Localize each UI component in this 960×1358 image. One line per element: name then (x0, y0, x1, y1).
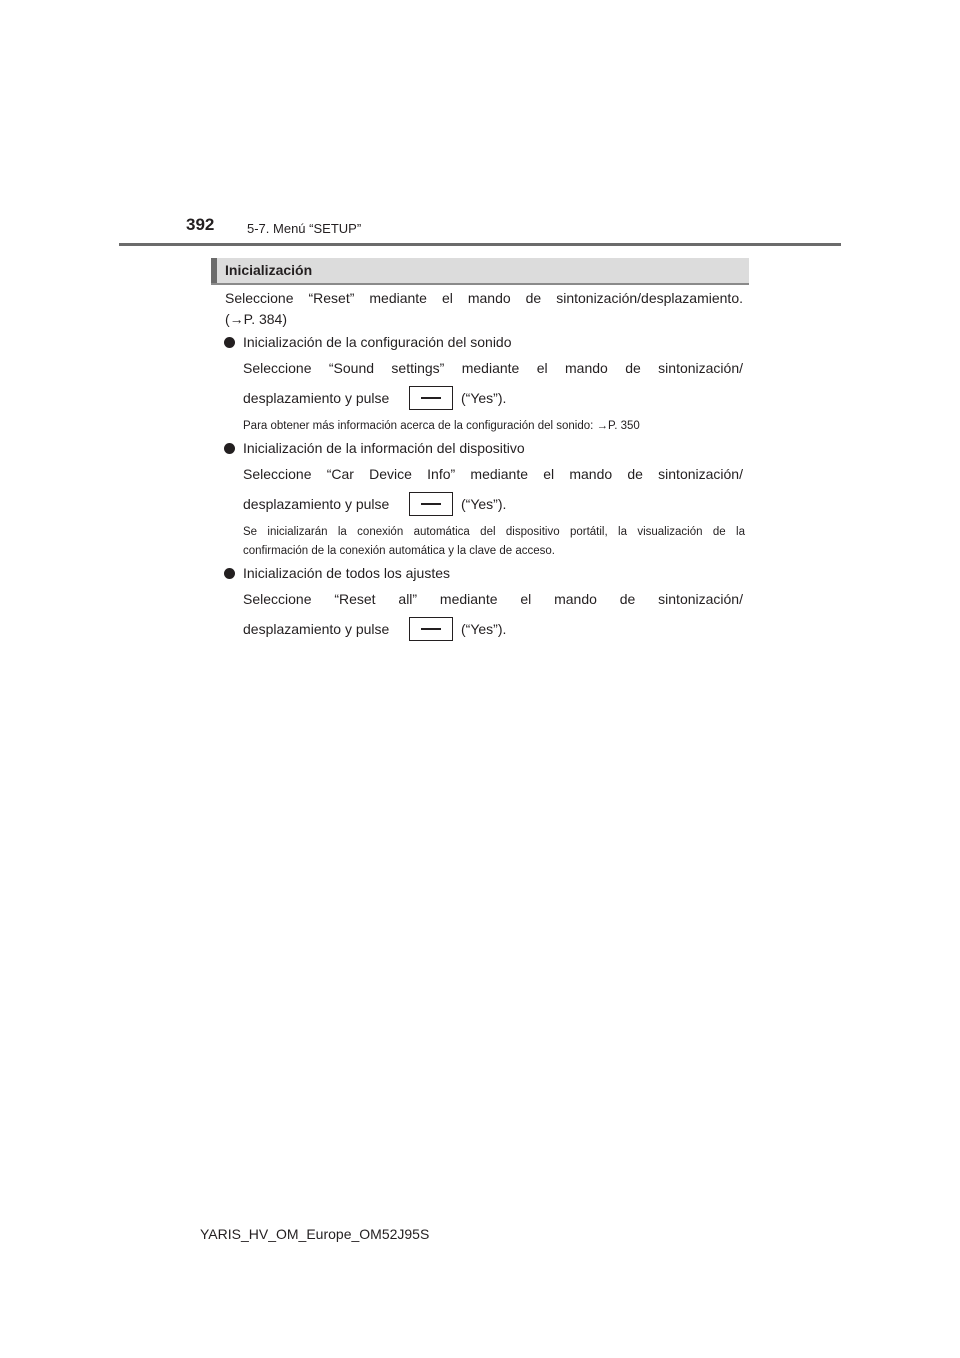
heading-marker (211, 258, 217, 283)
bullet-item-title: Inicialización de la información del dispositivo (243, 440, 525, 456)
page-number: 392 (186, 215, 215, 234)
instruction-line: desplazamiento y pulse (243, 621, 390, 637)
bullet-item-sound (224, 332, 512, 352)
instruction-line: desplazamiento y pulse (243, 390, 390, 406)
footer-doc-code: YARIS_HV_OM_Europe_OM52J95S (200, 1226, 430, 1242)
yes-label: (“Yes”). (461, 621, 507, 637)
bullet-item-device-info (224, 438, 525, 458)
instruction-line: Seleccione “Reset all” mediante el mando de sintonización/ (243, 591, 743, 607)
instruction-line: Seleccione “Sound settings” mediante el mando de sintonización/ (243, 360, 743, 376)
bullet-item-title: Inicialización de la configuración del sonido (243, 334, 512, 350)
note-text: Para obtener más información acerca de la configuración del sonido: →P. 350 (243, 420, 640, 432)
bullet-icon (224, 337, 235, 348)
yes-label: (“Yes”). (461, 496, 507, 512)
header-rule (119, 243, 841, 246)
section-heading: Inicialización (225, 262, 313, 278)
bullet-icon (224, 568, 235, 579)
select-button-icon (409, 492, 453, 516)
note-text: confirmación de la conexión automática y la clave de acceso. (243, 545, 555, 557)
section-heading-bar (211, 258, 749, 285)
bullet-icon (224, 443, 235, 454)
intro-text-line1: Seleccione “Reset” mediante el mando de sintonización/desplazamiento. (225, 290, 743, 306)
note-text: Se inicializarán la conexión automática del dispositivo portátil, la visualización de la (243, 526, 745, 538)
section-title: 5-7. Menú “SETUP” (247, 221, 362, 236)
intro-text-line2: (→P. 384) (225, 311, 287, 327)
bullet-item-reset-all (224, 563, 450, 583)
instruction-line: Seleccione “Car Device Info” mediante el mando de sintonización/ (243, 466, 743, 482)
instruction-line: desplazamiento y pulse (243, 496, 390, 512)
bullet-item-title: Inicialización de todos los ajustes (243, 565, 451, 581)
yes-label: (“Yes”). (461, 390, 507, 406)
select-button-icon (409, 386, 453, 410)
select-button-icon (409, 617, 453, 641)
